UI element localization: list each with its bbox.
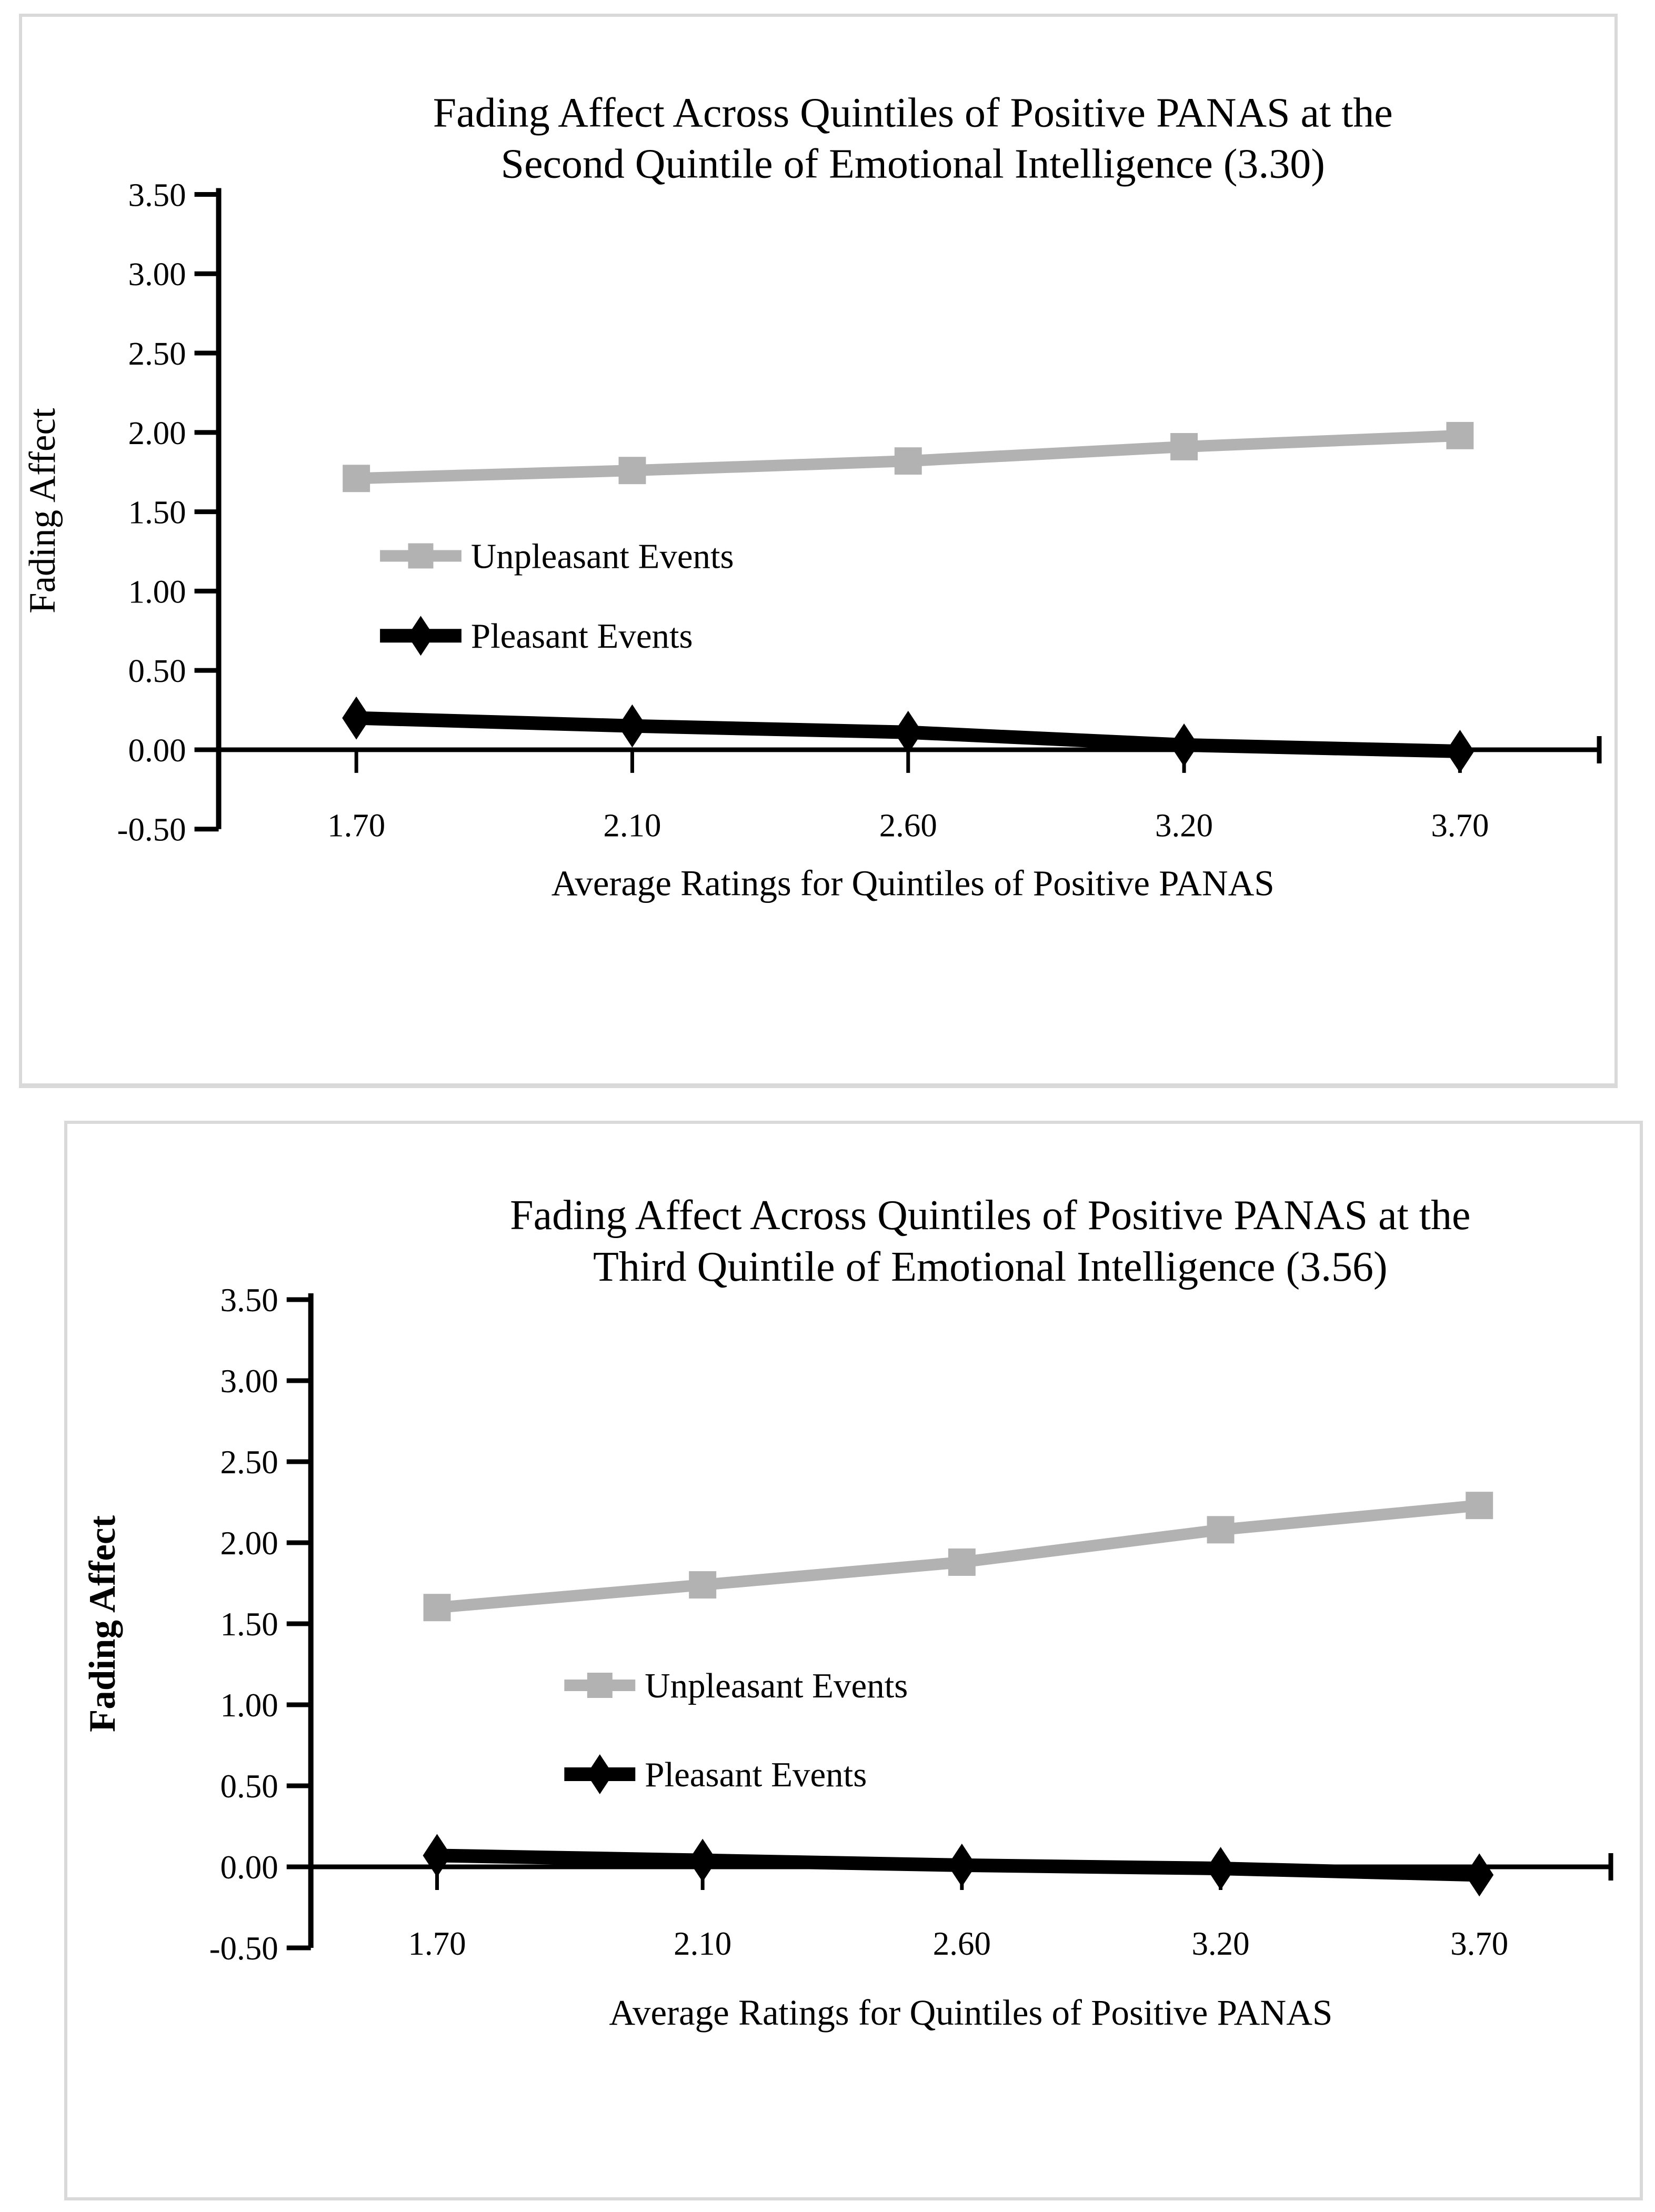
x-tick-label: 3.70 xyxy=(1450,1925,1509,1963)
legend-label: Pleasant Events xyxy=(470,617,693,656)
x-tick-label: 3.20 xyxy=(1191,1925,1250,1963)
line-chart-third-quintile xyxy=(67,1124,1640,2197)
y-tick-label: 3.00 xyxy=(220,1362,278,1400)
x-tick-label: 3.20 xyxy=(1155,807,1213,844)
unpleasant-events-marker xyxy=(1466,1492,1493,1519)
unpleasant-events-marker xyxy=(948,1549,976,1576)
y-tick-label: 1.00 xyxy=(220,1686,278,1724)
y-axis-title: Fading Affect xyxy=(22,408,63,614)
pleasant-events-marker xyxy=(423,1834,452,1877)
pleasant-events-marker xyxy=(1465,1853,1493,1896)
chart-title-line-1: Fading Affect Across Quintiles of Positive PANAS at the xyxy=(510,1192,1471,1239)
legend-diamond-icon xyxy=(408,616,434,656)
x-axis-title: Average Ratings for Quintiles of Positive PANAS xyxy=(609,1992,1333,2033)
x-tick-label: 2.60 xyxy=(932,1925,991,1963)
y-tick-label: 1.00 xyxy=(128,573,186,610)
y-tick-label: 2.00 xyxy=(220,1524,278,1562)
y-tick-label: 1.50 xyxy=(220,1605,278,1643)
chart-panel-third-quintile xyxy=(64,1121,1643,2200)
unpleasant-events-marker xyxy=(689,1571,716,1598)
line-chart-second-quintile xyxy=(22,17,1614,1083)
unpleasant-events-marker xyxy=(1446,422,1473,449)
x-axis-title: Average Ratings for Quintiles of Positive PANAS xyxy=(551,863,1275,903)
unpleasant-events-marker xyxy=(1207,1516,1235,1543)
y-tick-label: 0.50 xyxy=(128,652,186,690)
chart-panel-second-quintile xyxy=(19,14,1618,1088)
y-tick-label: 2.50 xyxy=(220,1443,278,1481)
y-tick-label: 3.50 xyxy=(128,176,186,214)
y-tick-label: -0.50 xyxy=(117,811,186,848)
legend-label: Unpleasant Events xyxy=(645,1666,908,1706)
x-tick-label: 2.60 xyxy=(879,807,937,844)
legend-square-icon xyxy=(587,1673,613,1698)
pleasant-events-marker xyxy=(894,711,922,754)
legend-label: Pleasant Events xyxy=(645,1755,867,1795)
pleasant-events-marker xyxy=(342,697,370,740)
x-tick-label: 2.10 xyxy=(603,807,661,844)
y-tick-label: 2.00 xyxy=(128,414,186,451)
chart-title-line-2: Second Quintile of Emotional Intelligence (3.30) xyxy=(500,140,1325,187)
pleasant-events-marker xyxy=(1446,730,1474,773)
y-tick-label: 1.50 xyxy=(128,494,186,531)
pleasant-events-marker xyxy=(618,705,647,748)
chart-title-line-2: Third Quintile of Emotional Intelligence (3.56) xyxy=(593,1243,1388,1291)
unpleasant-events-marker xyxy=(343,465,370,492)
y-tick-label: -0.50 xyxy=(209,1929,278,1967)
y-tick-label: 0.00 xyxy=(128,731,186,769)
pleasant-events-marker xyxy=(948,1844,976,1887)
pleasant-events-marker xyxy=(688,1839,717,1882)
unpleasant-events-marker xyxy=(619,457,646,484)
legend-square-icon xyxy=(408,544,434,569)
legend-label: Unpleasant Events xyxy=(470,537,734,576)
y-tick-label: 3.50 xyxy=(220,1281,278,1319)
x-tick-label: 3.70 xyxy=(1431,807,1489,844)
y-tick-label: 0.00 xyxy=(220,1848,278,1886)
y-tick-label: 3.00 xyxy=(128,256,186,293)
pleasant-events-marker xyxy=(1170,723,1198,767)
chart-title-line-1: Fading Affect Across Quintiles of Positive PANAS at the xyxy=(433,89,1393,136)
unpleasant-events-marker xyxy=(424,1594,451,1621)
unpleasant-events-marker xyxy=(895,447,922,475)
y-axis-title: Fading Affect xyxy=(82,1515,123,1733)
pleasant-events-marker xyxy=(1207,1847,1235,1890)
y-tick-label: 0.50 xyxy=(220,1767,278,1805)
x-tick-label: 2.10 xyxy=(674,1925,732,1963)
y-tick-label: 2.50 xyxy=(128,335,186,373)
x-tick-label: 1.70 xyxy=(408,1925,466,1963)
x-tick-label: 1.70 xyxy=(327,807,386,844)
unpleasant-events-marker xyxy=(1170,433,1198,460)
legend-diamond-icon xyxy=(587,1754,613,1794)
